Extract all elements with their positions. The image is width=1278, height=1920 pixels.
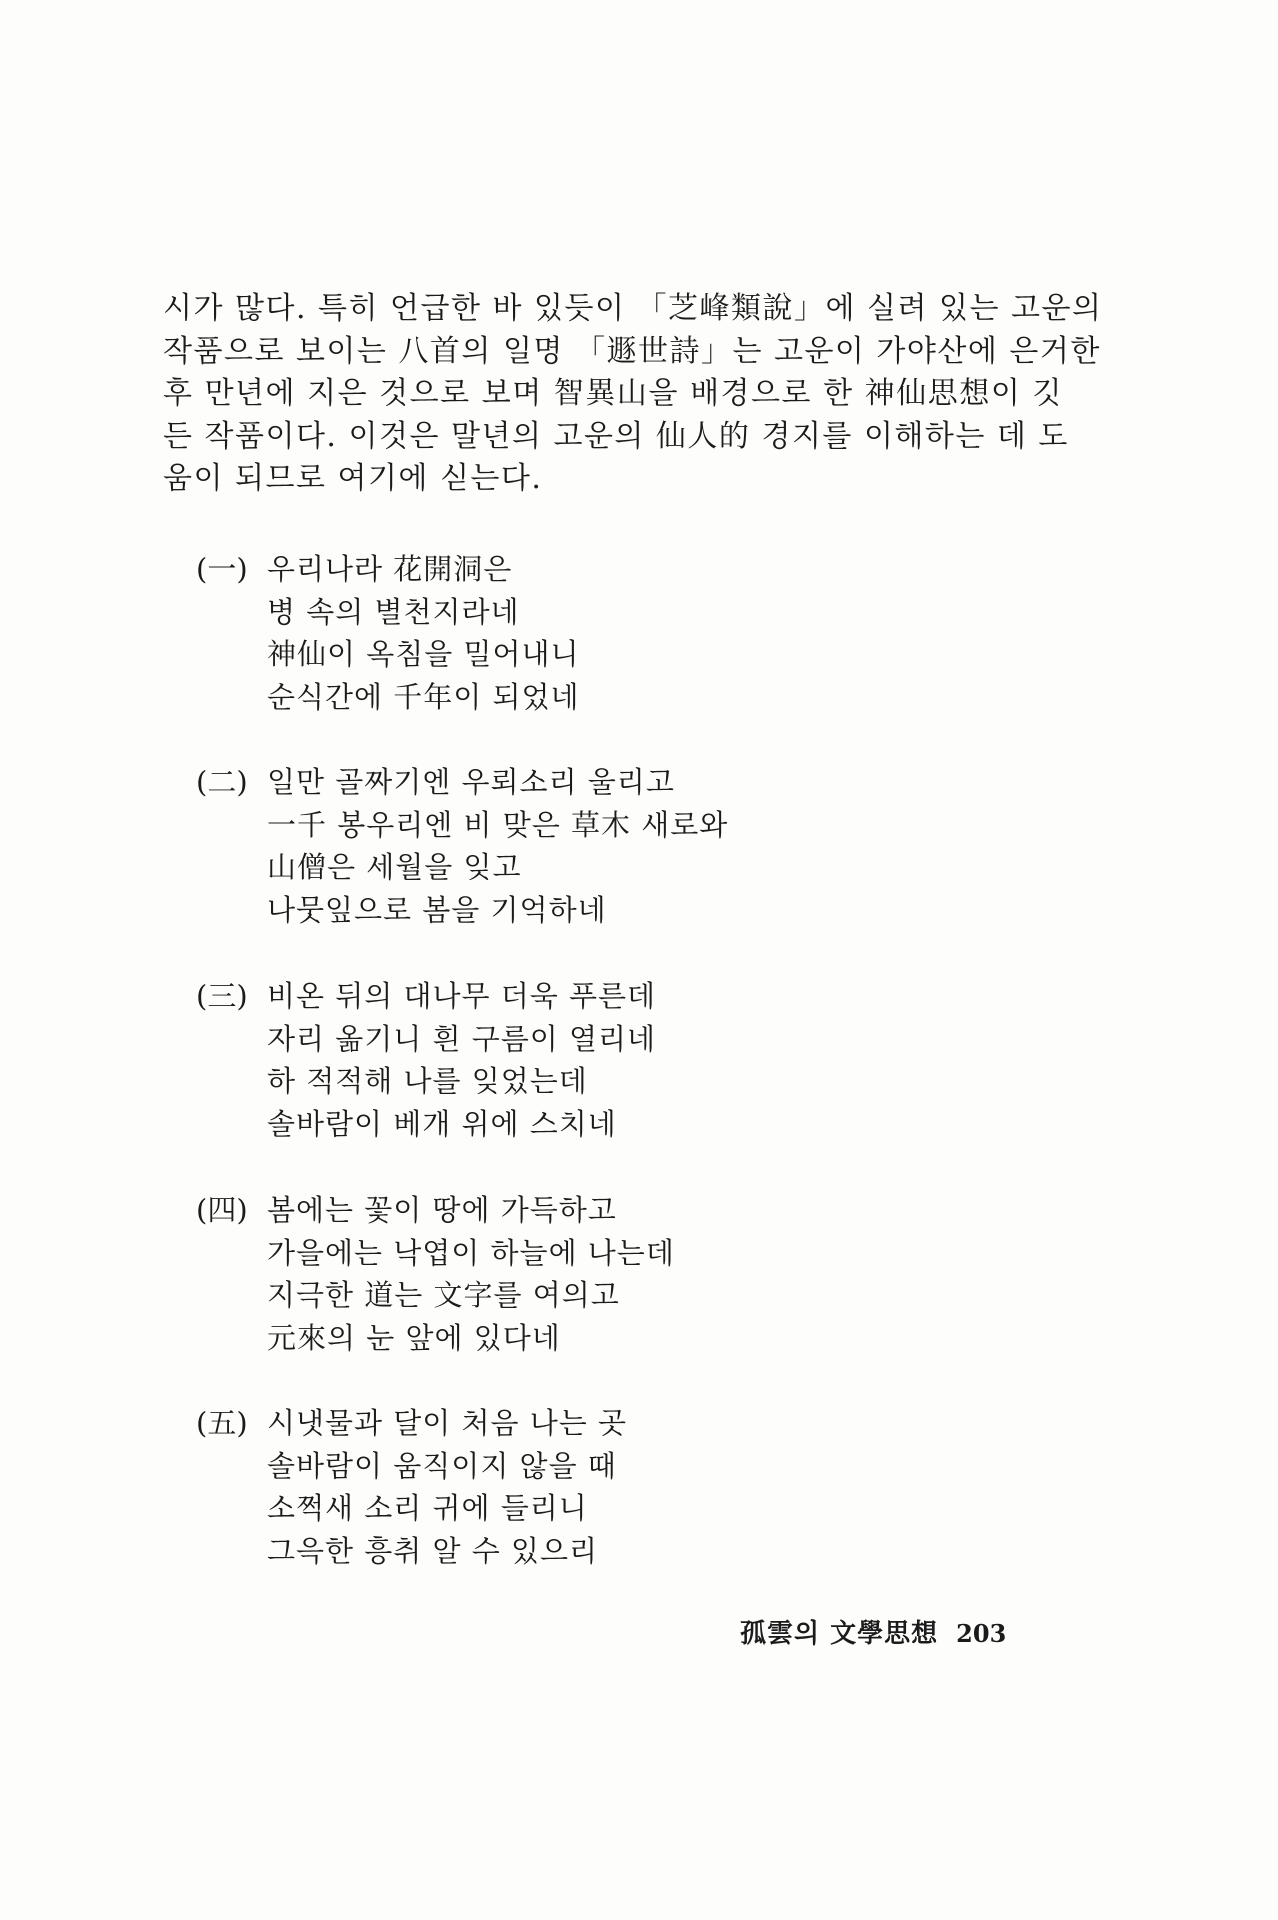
verse-line: 소쩍새 소리 귀에 들리니 (267, 1491, 588, 1525)
verse-line: 순식간에 千年이 되었네 (267, 679, 580, 714)
verse-line: 솔바람이 움직이지 않을 때 (267, 1448, 617, 1483)
verse-line: 병 속의 별천지라네 (267, 594, 520, 629)
page-footer (740, 1617, 1040, 1651)
verse-line: 시냇물과 달이 처음 나는 곳 (267, 1406, 628, 1440)
intro-line: 움이 되므로 여기에 싣는다. (163, 461, 543, 496)
verse-line: 지극한 道는 文字를 여의고 (267, 1278, 620, 1312)
stanza-number: (二) (196, 765, 248, 799)
stanza-lines (267, 1402, 627, 1572)
verse-line: 가을에는 낙엽이 하늘에 나는데 (267, 1235, 675, 1270)
stanza-number: (三) (196, 979, 248, 1013)
stanza-number: (五) (196, 1406, 248, 1440)
verse-line: 비온 뒤의 대나무 더욱 푸른데 (267, 979, 657, 1013)
stanza-number: (一) (196, 552, 248, 586)
stanza-lines (267, 975, 656, 1145)
verse-line: 그윽한 흥취 알 수 있으리 (267, 1533, 599, 1568)
intro-paragraph (163, 288, 1103, 501)
verse-line: 나뭇잎으로 봄을 기억하네 (267, 892, 607, 927)
verse-line: 하 적적해 나를 잊었는데 (267, 1064, 588, 1098)
stanza-lines (267, 761, 728, 931)
intro-line: 든 작품이다. 이것은 말년의 고운의 仙人的 경지를 이해하는 데 도 (163, 418, 1069, 454)
running-head: 孤雲의 文學思想 (740, 1619, 939, 1649)
intro-line: 시가 많다. 특히 언급한 바 있듯이 「芝峰類說」에 실려 있는 고운의 (163, 291, 1103, 326)
intro-line: 작품으로 보이는 八首의 일명 「遯世詩」는 고운이 가야산에 은거한 (163, 333, 1101, 369)
verse-line: 우리나라 花開洞은 (267, 552, 513, 586)
verse-line: 一千 봉우리엔 비 맞은 草木 새로와 (267, 807, 729, 842)
stanza-number: (四) (196, 1193, 248, 1227)
verse-line: 자리 옮기니 흰 구름이 열리네 (267, 1021, 657, 1056)
intro-line: 후 만년에 지은 것으로 보며 智異山을 배경으로 한 神仙思想이 깃 (163, 376, 1063, 411)
stanza-lines (267, 548, 580, 718)
verse-line: 일만 골짜기엔 우뢰소리 울리고 (267, 765, 675, 799)
stanza-lines (267, 1189, 675, 1359)
verse-line: 솔바람이 베개 위에 스치네 (267, 1106, 617, 1141)
verse-line: 봄에는 꽃이 땅에 가득하고 (267, 1193, 617, 1227)
verse-line: 元來의 눈 앞에 있다네 (267, 1320, 561, 1355)
verse-line: 神仙이 옥침을 밀어내니 (267, 637, 580, 671)
page-number: 203 (956, 1619, 1007, 1648)
verse-line: 山僧은 세월을 잊고 (267, 850, 522, 884)
